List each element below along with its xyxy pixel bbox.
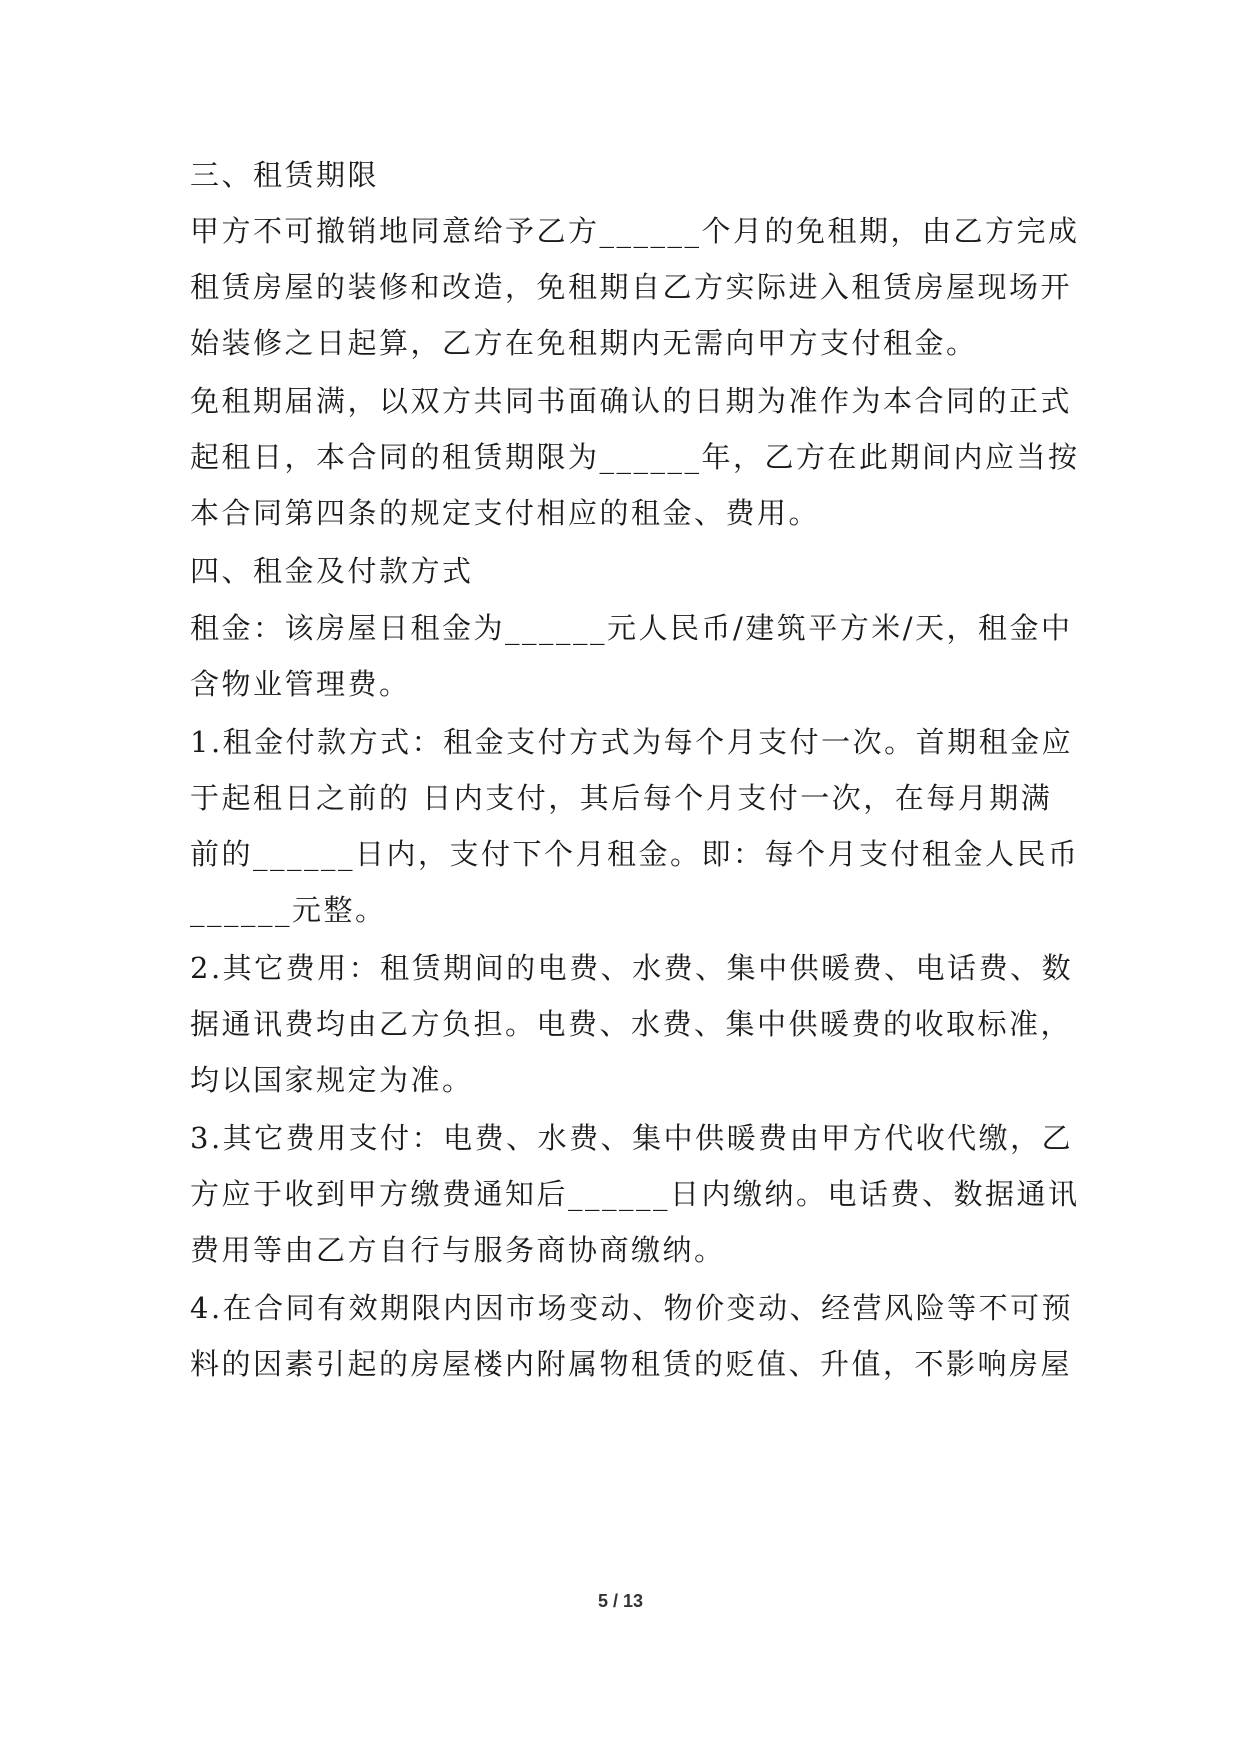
- paragraph-line: 4.在合同有效期限内因市场变动、物价变动、经营风险等不可预: [190, 1291, 1074, 1325]
- paragraph-line: 于起租日之前的 日内支付，其后每个月支付一次，在每月期满: [190, 781, 1053, 815]
- page-number: 5 / 13: [597, 1591, 644, 1611]
- paragraph-line: 前的______日内，支付下个月租金。即：每个月支付租金人民币: [190, 837, 1080, 871]
- paragraph-line: 费用等由乙方自行与服务商协商缴纳。: [190, 1233, 726, 1267]
- paragraph-line: 2.其它费用：租赁期间的电费、水费、集中供暖费、电话费、数: [190, 951, 1074, 985]
- paragraph-line: 免租期届满，以双方共同书面确认的日期为准作为本合同的正式: [190, 384, 1073, 418]
- paragraph-line: 均以国家规定为准。: [190, 1063, 474, 1097]
- paragraph-line: 方应于收到甲方缴费通知后______日内缴纳。电话费、数据通讯: [190, 1177, 1080, 1211]
- paragraph-line: 1.租金付款方式：租金支付方式为每个月支付一次。首期租金应: [190, 725, 1074, 759]
- paragraph-line: 租金：该房屋日租金为______元人民币/建筑平方米/天，租金中: [190, 611, 1073, 645]
- paragraph-line: 本合同第四条的规定支付相应的租金、费用。: [190, 496, 821, 530]
- paragraph-line: 据通讯费均由乙方负担。电费、水费、集中供暖费的收取标准，: [190, 1007, 1073, 1041]
- paragraph-line: 起租日，本合同的租赁期限为______年，乙方在此期间内应当按: [190, 440, 1080, 474]
- paragraph-line: 始装修之日起算，乙方在免租期内无需向甲方支付租金。: [190, 326, 978, 360]
- paragraph-line: 租赁房屋的装修和改造，免租期自乙方实际进入租赁房屋现场开: [190, 270, 1073, 304]
- paragraph-line: 含物业管理费。: [190, 667, 411, 701]
- section-heading-lease-term: 三、租赁期限: [190, 158, 380, 192]
- paragraph-line: 料的因素引起的房屋楼内附属物租赁的贬值、升值，不影响房屋: [190, 1347, 1073, 1381]
- paragraph-line: 甲方不可撤销地同意给予乙方______个月的免租期，由乙方完成: [190, 214, 1080, 248]
- section-heading-rent-payment: 四、租金及付款方式: [190, 554, 474, 588]
- paragraph-line: ______元整。: [190, 893, 387, 927]
- paragraph-line: 3.其它费用支付：电费、水费、集中供暖费由甲方代收代缴，乙: [190, 1121, 1074, 1155]
